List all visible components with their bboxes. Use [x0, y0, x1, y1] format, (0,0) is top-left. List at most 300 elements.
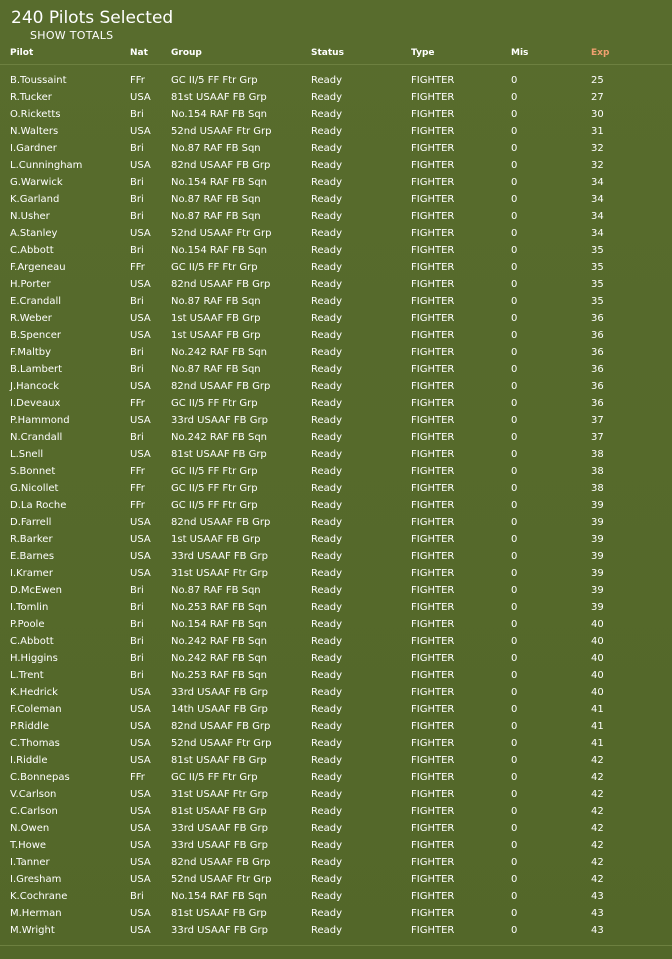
table-row[interactable]: [0, 566, 672, 583]
pilot-missions: 0: [511, 381, 518, 392]
pilot-status: Ready: [311, 517, 343, 528]
pilot-name: L.Trent: [10, 670, 44, 681]
pilot-missions: 0: [511, 483, 518, 494]
table-row[interactable]: [0, 532, 672, 549]
pilot-nationality: FFr: [130, 75, 145, 86]
pilot-experience: 25: [591, 75, 604, 86]
pilot-missions: 0: [511, 415, 518, 426]
pilot-status: Ready: [311, 874, 343, 885]
pilot-nationality: USA: [130, 789, 151, 800]
pilot-missions: 0: [511, 653, 518, 664]
pilot-missions: 0: [511, 143, 518, 154]
pilot-name: N.Crandall: [10, 432, 63, 443]
pilot-status: Ready: [311, 704, 343, 715]
table-row[interactable]: [0, 889, 672, 906]
pilot-name: M.Herman: [10, 908, 62, 919]
pilot-missions: 0: [511, 891, 518, 902]
table-row[interactable]: [0, 175, 672, 192]
table-row[interactable]: [0, 243, 672, 260]
pilot-type: FIGHTER: [411, 381, 455, 392]
pilot-name: D.La Roche: [10, 500, 67, 511]
pilot-missions: 0: [511, 755, 518, 766]
pilot-nationality: USA: [130, 534, 151, 545]
pilot-nationality: USA: [130, 704, 151, 715]
pilot-missions: 0: [511, 840, 518, 851]
pilot-status: Ready: [311, 585, 343, 596]
pilot-name: T.Howe: [10, 840, 47, 851]
pilot-nationality: Bri: [130, 194, 144, 205]
pilot-nationality: USA: [130, 160, 151, 171]
table-row[interactable]: [0, 804, 672, 821]
pilot-group: No.87 RAF FB Sqn: [171, 585, 261, 596]
pilot-missions: 0: [511, 908, 518, 919]
pilot-experience: 32: [591, 160, 604, 171]
table-row[interactable]: [0, 294, 672, 311]
pilot-missions: 0: [511, 704, 518, 715]
pilot-missions: 0: [511, 109, 518, 120]
pilot-type: FIGHTER: [411, 806, 455, 817]
table-row[interactable]: [0, 192, 672, 209]
table-row[interactable]: [0, 90, 672, 107]
pilot-experience: 30: [591, 109, 604, 120]
pilot-name: N.Owen: [10, 823, 50, 834]
table-row[interactable]: [0, 906, 672, 923]
pilot-type: FIGHTER: [411, 432, 455, 443]
pilot-experience: 41: [591, 738, 604, 749]
pilot-missions: 0: [511, 177, 518, 188]
pilot-status: Ready: [311, 126, 343, 137]
table-row[interactable]: [0, 362, 672, 379]
pilot-missions: 0: [511, 92, 518, 103]
pilot-status: Ready: [311, 381, 343, 392]
pilot-name: I.Tanner: [10, 857, 50, 868]
pilot-status: Ready: [311, 313, 343, 324]
pilot-status: Ready: [311, 551, 343, 562]
pilot-nationality: USA: [130, 313, 151, 324]
pilot-experience: 39: [591, 517, 604, 528]
pilot-group: No.154 RAF FB Sqn: [171, 891, 268, 902]
pilot-type: FIGHTER: [411, 517, 455, 528]
pilot-experience: 27: [591, 92, 604, 103]
pilot-experience: 42: [591, 789, 604, 800]
pilot-group: No.87 RAF FB Sqn: [171, 143, 261, 154]
pilot-status: Ready: [311, 857, 343, 868]
table-row[interactable]: [0, 328, 672, 345]
pilot-group: 82nd USAAF FB Grp: [171, 517, 271, 528]
pilot-missions: 0: [511, 228, 518, 239]
pilot-nationality: Bri: [130, 891, 144, 902]
pilot-experience: 39: [591, 500, 604, 511]
pilot-type: FIGHTER: [411, 449, 455, 460]
pilot-group: 1st USAAF FB Grp: [171, 330, 261, 341]
pilot-group: No.242 RAF FB Sqn: [171, 653, 268, 664]
pilot-experience: 39: [591, 551, 604, 562]
pilot-experience: 42: [591, 755, 604, 766]
pilot-name: R.Tucker: [10, 92, 52, 103]
pilot-group: No.253 RAF FB Sqn: [171, 602, 268, 613]
table-row[interactable]: [0, 770, 672, 787]
pilot-type: FIGHTER: [411, 500, 455, 511]
table-row[interactable]: [0, 923, 672, 940]
pilot-nationality: FFr: [130, 398, 145, 409]
pilot-type: FIGHTER: [411, 92, 455, 103]
pilot-status: Ready: [311, 194, 343, 205]
pilot-status: Ready: [311, 772, 343, 783]
pilot-status: Ready: [311, 500, 343, 511]
table-row[interactable]: [0, 345, 672, 362]
table-row[interactable]: [0, 464, 672, 481]
show-totals-button[interactable]: SHOW TOTALS: [30, 29, 114, 42]
pilot-name: K.Hedrick: [10, 687, 58, 698]
pilot-experience: 42: [591, 840, 604, 851]
column-header-group[interactable]: Group: [171, 48, 202, 58]
pilot-nationality: USA: [130, 92, 151, 103]
table-row[interactable]: [0, 685, 672, 702]
table-row[interactable]: [0, 498, 672, 515]
pilot-type: FIGHTER: [411, 670, 455, 681]
pilot-type: FIGHTER: [411, 109, 455, 120]
pilot-name: I.Gresham: [10, 874, 62, 885]
pilot-missions: 0: [511, 449, 518, 460]
table-row[interactable]: [0, 787, 672, 804]
pilot-table: [0, 73, 672, 940]
pilot-group: No.154 RAF FB Sqn: [171, 245, 268, 256]
pilot-type: FIGHTER: [411, 313, 455, 324]
pilot-type: FIGHTER: [411, 602, 455, 613]
pilot-type: FIGHTER: [411, 857, 455, 868]
table-row[interactable]: [0, 719, 672, 736]
pilot-nationality: USA: [130, 551, 151, 562]
pilot-group: 81st USAAF FB Grp: [171, 806, 267, 817]
pilot-nationality: Bri: [130, 177, 144, 188]
pilot-group: 82nd USAAF FB Grp: [171, 721, 271, 732]
pilot-name: I.Deveaux: [10, 398, 61, 409]
pilot-name: A.Stanley: [10, 228, 58, 239]
pilot-name: H.Higgins: [10, 653, 58, 664]
pilot-type: FIGHTER: [411, 874, 455, 885]
pilot-name: D.Farrell: [10, 517, 52, 528]
pilot-name: I.Riddle: [10, 755, 48, 766]
table-row[interactable]: [0, 753, 672, 770]
pilot-type: FIGHTER: [411, 704, 455, 715]
pilot-type: FIGHTER: [411, 636, 455, 647]
column-header-status[interactable]: Status: [311, 48, 344, 58]
pilot-status: Ready: [311, 789, 343, 800]
table-row[interactable]: [0, 226, 672, 243]
table-row[interactable]: [0, 107, 672, 124]
pilot-name: F.Maltby: [10, 347, 52, 358]
pilot-group: No.154 RAF FB Sqn: [171, 619, 268, 630]
pilot-name: V.Carlson: [10, 789, 57, 800]
column-header-pilot[interactable]: Pilot: [10, 48, 34, 58]
pilot-name: M.Wright: [10, 925, 55, 936]
pilot-nationality: USA: [130, 738, 151, 749]
pilot-name: E.Crandall: [10, 296, 62, 307]
pilot-missions: 0: [511, 772, 518, 783]
pilot-experience: 35: [591, 262, 604, 273]
table-row[interactable]: [0, 821, 672, 838]
pilot-missions: 0: [511, 585, 518, 596]
pilot-experience: 42: [591, 874, 604, 885]
pilot-name: N.Walters: [10, 126, 59, 137]
pilot-nationality: USA: [130, 721, 151, 732]
pilot-experience: 39: [591, 602, 604, 613]
pilot-group: GC II/5 FF Ftr Grp: [171, 262, 258, 273]
pilot-nationality: Bri: [130, 245, 144, 256]
pilot-group: 1st USAAF FB Grp: [171, 313, 261, 324]
table-row[interactable]: [0, 600, 672, 617]
pilot-type: FIGHTER: [411, 398, 455, 409]
table-row[interactable]: [0, 277, 672, 294]
pilot-type: FIGHTER: [411, 75, 455, 86]
pilot-status: Ready: [311, 143, 343, 154]
pilot-group: 52nd USAAF Ftr Grp: [171, 228, 272, 239]
pilot-name: I.Tomlin: [10, 602, 49, 613]
pilot-missions: 0: [511, 687, 518, 698]
pilot-name: L.Cunningham: [10, 160, 83, 171]
pilot-type: FIGHTER: [411, 772, 455, 783]
pilot-nationality: Bri: [130, 143, 144, 154]
pilot-nationality: FFr: [130, 483, 145, 494]
pilot-group: No.242 RAF FB Sqn: [171, 347, 268, 358]
pilot-missions: 0: [511, 194, 518, 205]
pilot-name: N.Usher: [10, 211, 50, 222]
pilot-nationality: USA: [130, 755, 151, 766]
pilot-group: 31st USAAF Ftr Grp: [171, 789, 268, 800]
pilot-name: C.Bonnepas: [10, 772, 70, 783]
pilot-group: 52nd USAAF Ftr Grp: [171, 738, 272, 749]
pilot-group: No.154 RAF FB Sqn: [171, 177, 268, 188]
pilot-status: Ready: [311, 925, 343, 936]
pilot-group: No.87 RAF FB Sqn: [171, 211, 261, 222]
pilot-missions: 0: [511, 568, 518, 579]
table-row[interactable]: [0, 651, 672, 668]
pilot-group: 33rd USAAF FB Grp: [171, 415, 268, 426]
pilot-type: FIGHTER: [411, 364, 455, 375]
pilot-experience: 41: [591, 721, 604, 732]
table-row[interactable]: [0, 430, 672, 447]
pilot-missions: 0: [511, 789, 518, 800]
pilot-missions: 0: [511, 857, 518, 868]
pilot-status: Ready: [311, 653, 343, 664]
pilot-name: F.Argeneau: [10, 262, 66, 273]
pilot-group: 52nd USAAF Ftr Grp: [171, 874, 272, 885]
pilot-experience: 43: [591, 908, 604, 919]
pilot-nationality: USA: [130, 840, 151, 851]
pilot-missions: 0: [511, 330, 518, 341]
column-header-nat[interactable]: Nat: [130, 48, 148, 58]
table-row[interactable]: [0, 736, 672, 753]
pilot-experience: 39: [591, 568, 604, 579]
table-row[interactable]: [0, 260, 672, 277]
pilot-status: Ready: [311, 602, 343, 613]
table-row[interactable]: [0, 702, 672, 719]
pilot-experience: 42: [591, 772, 604, 783]
pilot-type: FIGHTER: [411, 585, 455, 596]
pilot-experience: 38: [591, 466, 604, 477]
pilot-group: No.253 RAF FB Sqn: [171, 670, 268, 681]
pilot-missions: 0: [511, 602, 518, 613]
pilot-type: FIGHTER: [411, 330, 455, 341]
table-row[interactable]: [0, 379, 672, 396]
pilot-name: C.Carlson: [10, 806, 58, 817]
pilot-name: L.Snell: [10, 449, 44, 460]
pilot-experience: 35: [591, 279, 604, 290]
pilot-name: E.Barnes: [10, 551, 55, 562]
pilot-group: 82nd USAAF FB Grp: [171, 857, 271, 868]
pilot-missions: 0: [511, 262, 518, 273]
pilot-type: FIGHTER: [411, 262, 455, 273]
table-row[interactable]: [0, 209, 672, 226]
table-row[interactable]: [0, 668, 672, 685]
pilot-status: Ready: [311, 75, 343, 86]
pilot-experience: 32: [591, 143, 604, 154]
pilot-group: GC II/5 FF Ftr Grp: [171, 398, 258, 409]
pilot-type: FIGHTER: [411, 619, 455, 630]
pilot-name: I.Kramer: [10, 568, 53, 579]
pilot-group: 81st USAAF FB Grp: [171, 92, 267, 103]
pilot-type: FIGHTER: [411, 126, 455, 137]
pilot-status: Ready: [311, 211, 343, 222]
pilot-experience: 36: [591, 330, 604, 341]
pilot-name: P.Hammond: [10, 415, 70, 426]
pilot-nationality: Bri: [130, 585, 144, 596]
table-row[interactable]: [0, 634, 672, 651]
pilot-nationality: Bri: [130, 364, 144, 375]
pilot-missions: 0: [511, 364, 518, 375]
pilot-nationality: Bri: [130, 211, 144, 222]
table-row[interactable]: [0, 617, 672, 634]
pilot-nationality: USA: [130, 806, 151, 817]
pilot-experience: 40: [591, 653, 604, 664]
pilot-group: 82nd USAAF FB Grp: [171, 381, 271, 392]
pilot-nationality: USA: [130, 126, 151, 137]
pilot-group: 52nd USAAF Ftr Grp: [171, 126, 272, 137]
pilot-experience: 40: [591, 687, 604, 698]
pilot-type: FIGHTER: [411, 687, 455, 698]
pilot-missions: 0: [511, 245, 518, 256]
pilot-missions: 0: [511, 823, 518, 834]
pilot-type: FIGHTER: [411, 925, 455, 936]
pilot-missions: 0: [511, 211, 518, 222]
pilot-experience: 39: [591, 534, 604, 545]
table-row[interactable]: [0, 73, 672, 90]
pilot-missions: 0: [511, 313, 518, 324]
pilot-group: 33rd USAAF FB Grp: [171, 925, 268, 936]
pilot-status: Ready: [311, 177, 343, 188]
pilot-experience: 31: [591, 126, 604, 137]
table-row[interactable]: [0, 311, 672, 328]
pilot-group: 81st USAAF FB Grp: [171, 908, 267, 919]
pilot-group: GC II/5 FF Ftr Grp: [171, 772, 258, 783]
table-row[interactable]: [0, 481, 672, 498]
pilot-nationality: USA: [130, 381, 151, 392]
pilot-missions: 0: [511, 619, 518, 630]
pilot-group: 82nd USAAF FB Grp: [171, 279, 271, 290]
pilot-name: B.Lambert: [10, 364, 63, 375]
pilot-status: Ready: [311, 619, 343, 630]
pilot-group: 82nd USAAF FB Grp: [171, 160, 271, 171]
table-row[interactable]: [0, 447, 672, 464]
pilot-experience: 42: [591, 857, 604, 868]
pilot-missions: 0: [511, 636, 518, 647]
table-row[interactable]: [0, 838, 672, 855]
header-divider: [0, 64, 672, 65]
pilot-missions: 0: [511, 738, 518, 749]
pilot-status: Ready: [311, 245, 343, 256]
column-header-mis[interactable]: Mis: [511, 48, 529, 58]
pilot-experience: 34: [591, 194, 604, 205]
pilot-missions: 0: [511, 925, 518, 936]
pilot-type: FIGHTER: [411, 194, 455, 205]
pilot-missions: 0: [511, 296, 518, 307]
pilot-group: 81st USAAF FB Grp: [171, 449, 267, 460]
pilot-missions: 0: [511, 126, 518, 137]
pilot-type: FIGHTER: [411, 211, 455, 222]
table-row[interactable]: [0, 141, 672, 158]
pilot-status: Ready: [311, 330, 343, 341]
table-row[interactable]: [0, 158, 672, 175]
pilot-missions: 0: [511, 347, 518, 358]
table-row[interactable]: [0, 872, 672, 889]
pilot-name: K.Garland: [10, 194, 60, 205]
pilot-missions: 0: [511, 551, 518, 562]
table-row[interactable]: [0, 413, 672, 430]
pilot-type: FIGHTER: [411, 228, 455, 239]
table-row[interactable]: [0, 124, 672, 141]
table-row[interactable]: [0, 855, 672, 872]
pilot-type: FIGHTER: [411, 840, 455, 851]
column-header-exp[interactable]: Exp: [591, 48, 610, 58]
pilot-nationality: Bri: [130, 432, 144, 443]
pilot-experience: 36: [591, 347, 604, 358]
pilot-name: D.McEwen: [10, 585, 62, 596]
pilot-status: Ready: [311, 160, 343, 171]
pilot-nationality: USA: [130, 908, 151, 919]
pilot-group: 33rd USAAF FB Grp: [171, 551, 268, 562]
pilot-status: Ready: [311, 806, 343, 817]
table-row[interactable]: [0, 396, 672, 413]
pilot-experience: 34: [591, 177, 604, 188]
pilot-status: Ready: [311, 92, 343, 103]
pilot-group: GC II/5 FF Ftr Grp: [171, 75, 258, 86]
pilot-status: Ready: [311, 534, 343, 545]
pilot-missions: 0: [511, 500, 518, 511]
pilot-group: No.242 RAF FB Sqn: [171, 636, 268, 647]
pilot-status: Ready: [311, 262, 343, 273]
pilot-name: G.Nicollet: [10, 483, 59, 494]
pilot-group: GC II/5 FF Ftr Grp: [171, 466, 258, 477]
pilot-name: P.Riddle: [10, 721, 50, 732]
pilot-group: No.87 RAF FB Sqn: [171, 364, 261, 375]
pilot-nationality: FFr: [130, 772, 145, 783]
pilot-experience: 36: [591, 364, 604, 375]
pilot-type: FIGHTER: [411, 568, 455, 579]
column-header-type[interactable]: Type: [411, 48, 435, 58]
pilot-name: B.Toussaint: [10, 75, 67, 86]
table-row[interactable]: [0, 583, 672, 600]
table-row[interactable]: [0, 549, 672, 566]
pilot-type: FIGHTER: [411, 908, 455, 919]
pilot-nationality: FFr: [130, 500, 145, 511]
pilot-experience: 35: [591, 296, 604, 307]
pilot-status: Ready: [311, 296, 343, 307]
pilot-experience: 34: [591, 228, 604, 239]
pilot-name: S.Bonnet: [10, 466, 56, 477]
pilot-name: C.Thomas: [10, 738, 60, 749]
table-row[interactable]: [0, 515, 672, 532]
pilot-missions: 0: [511, 279, 518, 290]
